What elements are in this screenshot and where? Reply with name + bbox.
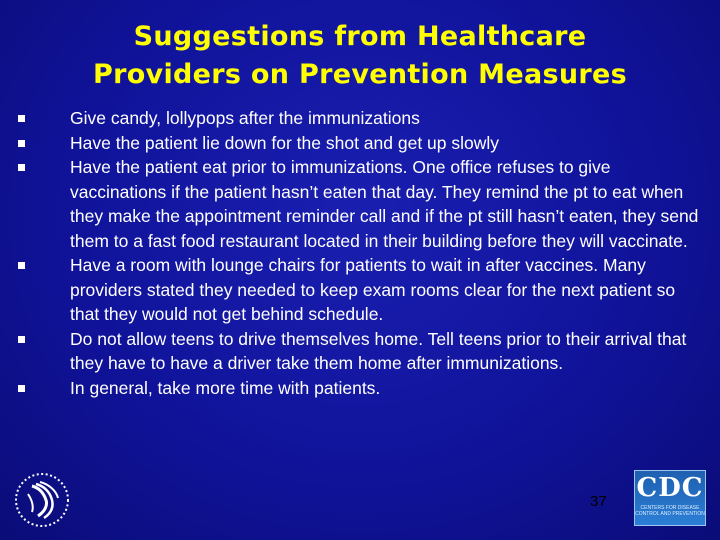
hhs-eagle-logo-icon — [14, 470, 70, 530]
bullet-text: Have the patient eat prior to immunizations. One office refuses to give vaccinations if the patient hasn’t eaten that day. They remind the pt to eat when they make the appointment reminder call and if the pt still hasn’t eaten, they send them to a fast food restaurant located in their building before they will vaccinate. — [70, 157, 699, 251]
bullet-item — [18, 106, 708, 131]
cdc-logo-subtext: CENTERS FOR DISEASE CONTROL AND PREVENTION — [635, 505, 705, 517]
slide-title-line-2: Providers on Prevention Measures — [93, 59, 627, 90]
bullet-item — [18, 155, 708, 253]
bullet-text: In general, take more time with patients. — [70, 377, 381, 398]
square-bullet-icon — [18, 336, 25, 343]
cdc-logo-text: CDC — [636, 473, 704, 503]
bullet-text: Have a room with lounge chairs for patients to wait in after vaccines. Many providers stated they needed to keep exam rooms clear for the next patient so that they would not get behind schedule. — [70, 255, 676, 324]
square-bullet-icon — [18, 115, 25, 122]
square-bullet-icon — [18, 262, 25, 269]
bullet-item — [18, 327, 708, 376]
slide-title — [0, 18, 720, 94]
cdc-logo-icon — [634, 470, 706, 526]
slide-title-line-1: Suggestions from Healthcare — [133, 21, 587, 52]
square-bullet-icon — [18, 385, 25, 392]
bullet-item — [18, 131, 708, 156]
square-bullet-icon — [18, 164, 25, 171]
bullet-list — [18, 106, 708, 400]
bullet-text: Have the patient lie down for the shot and get up slowly — [70, 132, 500, 153]
bullet-text: Do not allow teens to drive themselves home. Tell teens prior to their arrival that they have to have a driver take them home after immunizations. — [70, 328, 687, 373]
bullet-item — [18, 376, 708, 401]
square-bullet-icon — [18, 140, 25, 147]
bullet-text: Give candy, lollypops after the immunizations — [70, 108, 420, 128]
bullet-item — [18, 253, 708, 327]
page-number: 37 — [590, 493, 607, 510]
